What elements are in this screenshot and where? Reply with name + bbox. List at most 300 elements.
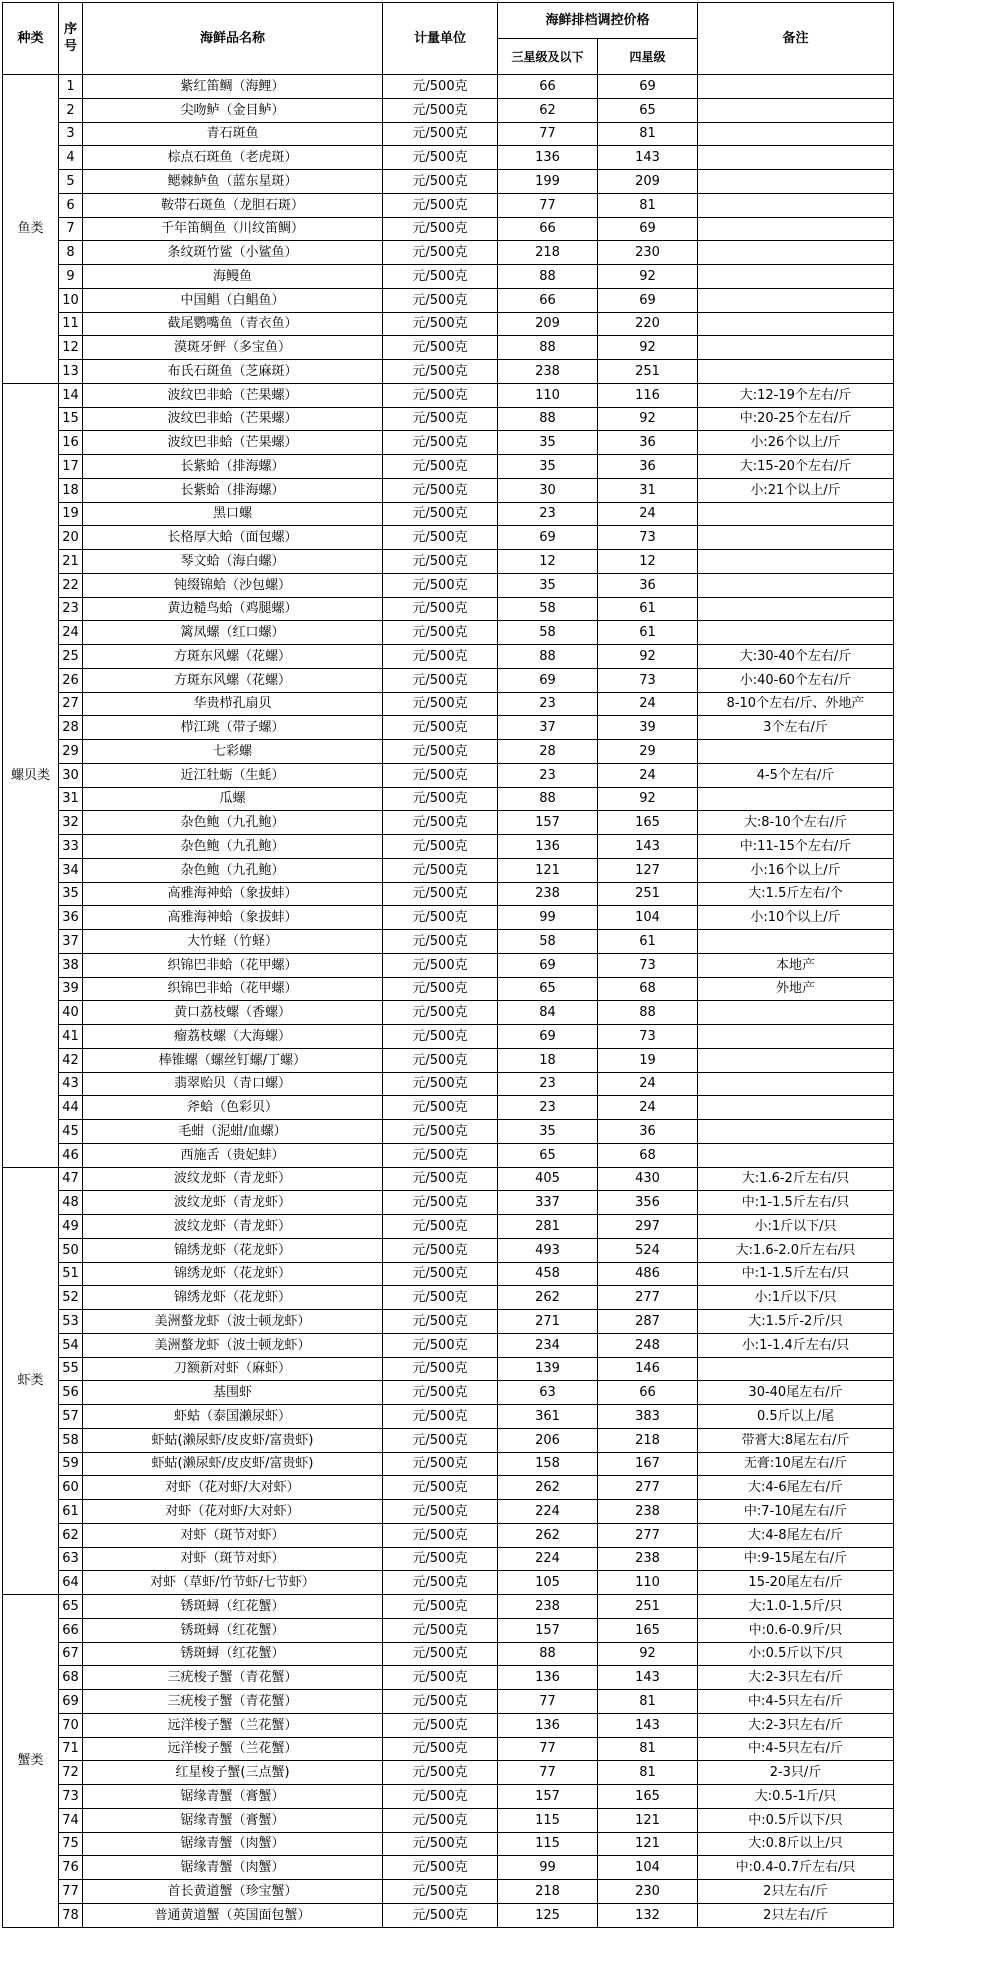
price-four-star-cell: 104 xyxy=(598,1856,698,1880)
category-cell: 螺贝类 xyxy=(3,383,59,1167)
table-row xyxy=(3,98,894,122)
price-three-star-cell: 77 xyxy=(498,1761,598,1785)
unit-cell: 元/500克 xyxy=(383,953,498,977)
note-cell: 中:0.5斤以下/只 xyxy=(698,1808,894,1832)
price-four-star-cell: 230 xyxy=(598,1880,698,1904)
price-three-star-cell: 35 xyxy=(498,1120,598,1144)
table-row xyxy=(3,645,894,669)
price-three-star-cell: 69 xyxy=(498,668,598,692)
name-cell: 鳃棘鲈鱼（蓝东星斑） xyxy=(83,170,383,194)
price-three-star-cell: 238 xyxy=(498,882,598,906)
note-cell: 2只左右/斤 xyxy=(698,1880,894,1904)
table-body xyxy=(3,75,894,1928)
name-cell: 斧蛤（色彩贝） xyxy=(83,1096,383,1120)
seq-cell: 11 xyxy=(59,312,83,336)
name-cell: 刀额新对虾（麻虾） xyxy=(83,1357,383,1381)
note-cell: 中:4-5只左右/斤 xyxy=(698,1737,894,1761)
table-row xyxy=(3,1666,894,1690)
note-cell xyxy=(698,1025,894,1049)
name-cell: 中国鲳（白鲳鱼） xyxy=(83,288,383,312)
price-three-star-cell: 234 xyxy=(498,1333,598,1357)
table-row xyxy=(3,1262,894,1286)
name-cell: 高雅海神蛤（象拔蚌） xyxy=(83,882,383,906)
table-row xyxy=(3,1286,894,1310)
unit-cell: 元/500克 xyxy=(383,1357,498,1381)
name-cell: 三疣梭子蟹（青花蟹） xyxy=(83,1666,383,1690)
table-row xyxy=(3,1143,894,1167)
price-four-star-cell: 104 xyxy=(598,906,698,930)
note-cell: 中:9-15尾左右/斤 xyxy=(698,1547,894,1571)
price-three-star-cell: 115 xyxy=(498,1832,598,1856)
price-four-star-cell: 69 xyxy=(598,288,698,312)
unit-cell: 元/500克 xyxy=(383,787,498,811)
table-row xyxy=(3,288,894,312)
unit-cell: 元/500克 xyxy=(383,1215,498,1239)
price-three-star-cell: 224 xyxy=(498,1547,598,1571)
seq-cell: 32 xyxy=(59,811,83,835)
table-row xyxy=(3,1310,894,1334)
unit-cell: 元/500克 xyxy=(383,1713,498,1737)
table-row xyxy=(3,1048,894,1072)
name-cell: 长紫蛤（排海螺） xyxy=(83,478,383,502)
unit-cell: 元/500克 xyxy=(383,882,498,906)
note-cell xyxy=(698,241,894,265)
price-four-star-cell: 209 xyxy=(598,170,698,194)
price-four-star-cell: 92 xyxy=(598,1642,698,1666)
seq-cell: 53 xyxy=(59,1310,83,1334)
price-three-star-cell: 262 xyxy=(498,1286,598,1310)
price-four-star-cell: 92 xyxy=(598,645,698,669)
table-row xyxy=(3,1405,894,1429)
unit-cell: 元/500克 xyxy=(383,122,498,146)
seq-cell: 30 xyxy=(59,763,83,787)
price-three-star-cell: 262 xyxy=(498,1523,598,1547)
seq-cell: 2 xyxy=(59,98,83,122)
unit-cell: 元/500克 xyxy=(383,1001,498,1025)
price-four-star-cell: 81 xyxy=(598,122,698,146)
price-four-star-cell: 68 xyxy=(598,1143,698,1167)
note-cell xyxy=(698,621,894,645)
seq-cell: 62 xyxy=(59,1523,83,1547)
table-row xyxy=(3,312,894,336)
price-three-star-cell: 493 xyxy=(498,1238,598,1262)
name-cell: 长紫蛤（排海螺） xyxy=(83,455,383,479)
table-row xyxy=(3,478,894,502)
name-cell: 锦绣龙虾（花龙虾） xyxy=(83,1262,383,1286)
unit-cell: 元/500克 xyxy=(383,1856,498,1880)
price-four-star-cell: 220 xyxy=(598,312,698,336)
name-cell: 黄边糙鸟蛤（鸡腿螺） xyxy=(83,597,383,621)
header-note: 备注 xyxy=(698,3,894,75)
price-four-star-cell: 92 xyxy=(598,265,698,289)
price-three-star-cell: 66 xyxy=(498,217,598,241)
unit-cell: 元/500克 xyxy=(383,478,498,502)
seq-cell: 39 xyxy=(59,977,83,1001)
note-cell: 外地产 xyxy=(698,977,894,1001)
table-row xyxy=(3,1428,894,1452)
name-cell: 杂色鲍（九孔鲍） xyxy=(83,858,383,882)
name-cell: 波纹巴非蛤（芒果螺） xyxy=(83,383,383,407)
unit-cell: 元/500克 xyxy=(383,265,498,289)
unit-cell: 元/500克 xyxy=(383,1618,498,1642)
price-three-star-cell: 23 xyxy=(498,763,598,787)
table-row xyxy=(3,241,894,265)
name-cell: 方斑东风螺（花螺） xyxy=(83,645,383,669)
price-four-star-cell: 277 xyxy=(598,1286,698,1310)
unit-cell: 元/500克 xyxy=(383,170,498,194)
unit-cell: 元/500克 xyxy=(383,1595,498,1619)
price-three-star-cell: 88 xyxy=(498,407,598,431)
table-row xyxy=(3,858,894,882)
unit-cell: 元/500克 xyxy=(383,1333,498,1357)
unit-cell: 元/500克 xyxy=(383,621,498,645)
table-row xyxy=(3,360,894,384)
name-cell: 锯缘青蟹（膏蟹） xyxy=(83,1785,383,1809)
name-cell: 波纹巴非蛤（芒果螺） xyxy=(83,407,383,431)
note-cell xyxy=(698,787,894,811)
price-three-star-cell: 88 xyxy=(498,265,598,289)
price-three-star-cell: 35 xyxy=(498,431,598,455)
category-cell: 蟹类 xyxy=(3,1595,59,1928)
name-cell: 对虾（斑节对虾） xyxy=(83,1523,383,1547)
seq-cell: 41 xyxy=(59,1025,83,1049)
table-row xyxy=(3,977,894,1001)
price-four-star-cell: 132 xyxy=(598,1903,698,1927)
seq-cell: 69 xyxy=(59,1690,83,1714)
seq-cell: 14 xyxy=(59,383,83,407)
unit-cell: 元/500克 xyxy=(383,1310,498,1334)
table-row xyxy=(3,1452,894,1476)
seq-cell: 52 xyxy=(59,1286,83,1310)
name-cell: 对虾（斑节对虾） xyxy=(83,1547,383,1571)
price-four-star-cell: 81 xyxy=(598,1690,698,1714)
name-cell: 首长黄道蟹（珍宝蟹） xyxy=(83,1880,383,1904)
table-row xyxy=(3,502,894,526)
seq-cell: 56 xyxy=(59,1381,83,1405)
note-cell xyxy=(698,1357,894,1381)
seq-cell: 29 xyxy=(59,740,83,764)
table-row xyxy=(3,1903,894,1927)
note-cell: 中:11-15个左右/斤 xyxy=(698,835,894,859)
seq-cell: 60 xyxy=(59,1476,83,1500)
note-cell: 大:2-3只左右/斤 xyxy=(698,1666,894,1690)
seq-cell: 49 xyxy=(59,1215,83,1239)
unit-cell: 元/500克 xyxy=(383,502,498,526)
header-seq: 序号 xyxy=(59,3,83,75)
name-cell: 远洋梭子蟹（兰花蟹） xyxy=(83,1737,383,1761)
seq-cell: 35 xyxy=(59,882,83,906)
note-cell: 大:1.0-1.5斤/只 xyxy=(698,1595,894,1619)
name-cell: 篱凤螺（红口螺） xyxy=(83,621,383,645)
table-row xyxy=(3,217,894,241)
table-row xyxy=(3,1761,894,1785)
price-three-star-cell: 58 xyxy=(498,597,598,621)
price-three-star-cell: 209 xyxy=(498,312,598,336)
name-cell: 紫红笛鲷（海鲤） xyxy=(83,75,383,99)
table-row xyxy=(3,122,894,146)
seq-cell: 13 xyxy=(59,360,83,384)
price-three-star-cell: 18 xyxy=(498,1048,598,1072)
name-cell: 黑口螺 xyxy=(83,502,383,526)
table-row xyxy=(3,265,894,289)
seq-cell: 40 xyxy=(59,1001,83,1025)
price-four-star-cell: 24 xyxy=(598,1072,698,1096)
unit-cell: 元/500克 xyxy=(383,1048,498,1072)
price-four-star-cell: 24 xyxy=(598,692,698,716)
table-row xyxy=(3,621,894,645)
price-three-star-cell: 271 xyxy=(498,1310,598,1334)
note-cell: 中:20-25个左右/斤 xyxy=(698,407,894,431)
seq-cell: 8 xyxy=(59,241,83,265)
seq-cell: 24 xyxy=(59,621,83,645)
price-three-star-cell: 63 xyxy=(498,1381,598,1405)
name-cell: 虾蛄（泰国濑尿虾） xyxy=(83,1405,383,1429)
unit-cell: 元/500克 xyxy=(383,1880,498,1904)
price-four-star-cell: 12 xyxy=(598,550,698,574)
seq-cell: 10 xyxy=(59,288,83,312)
price-four-star-cell: 61 xyxy=(598,597,698,621)
price-four-star-cell: 165 xyxy=(598,811,698,835)
name-cell: 锯缘青蟹（肉蟹） xyxy=(83,1856,383,1880)
note-cell xyxy=(698,98,894,122)
table-row xyxy=(3,811,894,835)
seq-cell: 50 xyxy=(59,1238,83,1262)
seq-cell: 4 xyxy=(59,146,83,170)
note-cell xyxy=(698,170,894,194)
price-three-star-cell: 69 xyxy=(498,1025,598,1049)
table-row xyxy=(3,1381,894,1405)
unit-cell: 元/500克 xyxy=(383,407,498,431)
seq-cell: 23 xyxy=(59,597,83,621)
unit-cell: 元/500克 xyxy=(383,930,498,954)
unit-cell: 元/500克 xyxy=(383,1500,498,1524)
table-row xyxy=(3,1238,894,1262)
price-three-star-cell: 23 xyxy=(498,1072,598,1096)
note-cell: 中:0.6-0.9斤/只 xyxy=(698,1618,894,1642)
table-row xyxy=(3,455,894,479)
note-cell: 带膏大:8尾左右/斤 xyxy=(698,1428,894,1452)
price-four-star-cell: 24 xyxy=(598,763,698,787)
unit-cell: 元/500克 xyxy=(383,692,498,716)
price-four-star-cell: 36 xyxy=(598,455,698,479)
note-cell: 中:7-10尾左右/斤 xyxy=(698,1500,894,1524)
unit-cell: 元/500克 xyxy=(383,75,498,99)
name-cell: 海鳗鱼 xyxy=(83,265,383,289)
seq-cell: 71 xyxy=(59,1737,83,1761)
seq-cell: 34 xyxy=(59,858,83,882)
unit-cell: 元/500克 xyxy=(383,858,498,882)
unit-cell: 元/500克 xyxy=(383,645,498,669)
price-three-star-cell: 58 xyxy=(498,930,598,954)
price-four-star-cell: 167 xyxy=(598,1452,698,1476)
note-cell xyxy=(698,336,894,360)
name-cell: 布氏石斑鱼（芝麻斑） xyxy=(83,360,383,384)
table-row xyxy=(3,1333,894,1357)
seq-cell: 68 xyxy=(59,1666,83,1690)
name-cell: 尖吻鲈（金目鲈） xyxy=(83,98,383,122)
table-row xyxy=(3,170,894,194)
price-three-star-cell: 224 xyxy=(498,1500,598,1524)
seq-cell: 63 xyxy=(59,1547,83,1571)
unit-cell: 元/500克 xyxy=(383,1761,498,1785)
seq-cell: 37 xyxy=(59,930,83,954)
price-three-star-cell: 218 xyxy=(498,1880,598,1904)
table-row xyxy=(3,835,894,859)
unit-cell: 元/500克 xyxy=(383,1428,498,1452)
seq-cell: 21 xyxy=(59,550,83,574)
price-three-star-cell: 88 xyxy=(498,645,598,669)
note-cell: 2-3只/斤 xyxy=(698,1761,894,1785)
note-cell xyxy=(698,217,894,241)
note-cell: 大:4-8尾左右/斤 xyxy=(698,1523,894,1547)
price-four-star-cell: 121 xyxy=(598,1808,698,1832)
price-four-star-cell: 524 xyxy=(598,1238,698,1262)
unit-cell: 元/500克 xyxy=(383,455,498,479)
note-cell: 大:0.8斤以上/只 xyxy=(698,1832,894,1856)
unit-cell: 元/500克 xyxy=(383,1690,498,1714)
category-cell: 虾类 xyxy=(3,1167,59,1595)
price-four-star-cell: 31 xyxy=(598,478,698,502)
table-row xyxy=(3,383,894,407)
header-four-star: 四星级 xyxy=(598,39,698,75)
note-cell xyxy=(698,502,894,526)
unit-cell: 元/500克 xyxy=(383,1903,498,1927)
price-four-star-cell: 277 xyxy=(598,1523,698,1547)
price-three-star-cell: 84 xyxy=(498,1001,598,1025)
seq-cell: 48 xyxy=(59,1191,83,1215)
seq-cell: 42 xyxy=(59,1048,83,1072)
name-cell: 虾蛄(濑尿虾/皮皮虾/富贵虾) xyxy=(83,1428,383,1452)
note-cell xyxy=(698,1048,894,1072)
note-cell xyxy=(698,597,894,621)
price-three-star-cell: 77 xyxy=(498,122,598,146)
note-cell xyxy=(698,1001,894,1025)
price-four-star-cell: 110 xyxy=(598,1571,698,1595)
note-cell xyxy=(698,122,894,146)
name-cell: 翡翠贻贝（青口螺） xyxy=(83,1072,383,1096)
price-four-star-cell: 143 xyxy=(598,1666,698,1690)
seq-cell: 59 xyxy=(59,1452,83,1476)
note-cell: 无膏:10尾左右/斤 xyxy=(698,1452,894,1476)
note-cell xyxy=(698,146,894,170)
unit-cell: 元/500克 xyxy=(383,1666,498,1690)
price-three-star-cell: 136 xyxy=(498,146,598,170)
unit-cell: 元/500克 xyxy=(383,1547,498,1571)
price-three-star-cell: 157 xyxy=(498,1785,598,1809)
price-four-star-cell: 121 xyxy=(598,1832,698,1856)
seq-cell: 19 xyxy=(59,502,83,526)
price-three-star-cell: 30 xyxy=(498,478,598,502)
note-cell: 小:21个以上/斤 xyxy=(698,478,894,502)
name-cell: 远洋梭子蟹（兰花蟹） xyxy=(83,1713,383,1737)
price-four-star-cell: 61 xyxy=(598,621,698,645)
price-three-star-cell: 218 xyxy=(498,241,598,265)
unit-cell: 元/500克 xyxy=(383,312,498,336)
price-three-star-cell: 206 xyxy=(498,1428,598,1452)
unit-cell: 元/500克 xyxy=(383,811,498,835)
name-cell: 七彩螺 xyxy=(83,740,383,764)
name-cell: 毛蚶（泥蚶/血螺） xyxy=(83,1120,383,1144)
table-row xyxy=(3,1357,894,1381)
table-row xyxy=(3,1713,894,1737)
price-four-star-cell: 36 xyxy=(598,573,698,597)
unit-cell: 元/500克 xyxy=(383,1143,498,1167)
note-cell xyxy=(698,740,894,764)
note-cell xyxy=(698,75,894,99)
table-row xyxy=(3,716,894,740)
table-row xyxy=(3,1571,894,1595)
unit-cell: 元/500克 xyxy=(383,573,498,597)
header-unit: 计量单位 xyxy=(383,3,498,75)
unit-cell: 元/500克 xyxy=(383,1381,498,1405)
name-cell: 钝缀锦蛤（沙包螺） xyxy=(83,573,383,597)
seq-cell: 44 xyxy=(59,1096,83,1120)
seq-cell: 15 xyxy=(59,407,83,431)
name-cell: 栉江珧（带子螺） xyxy=(83,716,383,740)
table-row xyxy=(3,1785,894,1809)
table-row xyxy=(3,953,894,977)
unit-cell: 元/500克 xyxy=(383,1405,498,1429)
price-four-star-cell: 73 xyxy=(598,668,698,692)
note-cell: 3个左右/斤 xyxy=(698,716,894,740)
table-row xyxy=(3,146,894,170)
table-row xyxy=(3,1690,894,1714)
price-four-star-cell: 356 xyxy=(598,1191,698,1215)
seq-cell: 9 xyxy=(59,265,83,289)
seq-cell: 25 xyxy=(59,645,83,669)
price-four-star-cell: 88 xyxy=(598,1001,698,1025)
seq-cell: 47 xyxy=(59,1167,83,1191)
seq-cell: 70 xyxy=(59,1713,83,1737)
note-cell xyxy=(698,1096,894,1120)
category-cell: 鱼类 xyxy=(3,75,59,384)
price-four-star-cell: 486 xyxy=(598,1262,698,1286)
price-three-star-cell: 77 xyxy=(498,1737,598,1761)
header-three-star: 三星级及以下 xyxy=(498,39,598,75)
table-row xyxy=(3,1856,894,1880)
unit-cell: 元/500克 xyxy=(383,431,498,455)
unit-cell: 元/500克 xyxy=(383,977,498,1001)
table-row xyxy=(3,1096,894,1120)
unit-cell: 元/500克 xyxy=(383,1025,498,1049)
price-three-star-cell: 281 xyxy=(498,1215,598,1239)
table-row xyxy=(3,1191,894,1215)
price-three-star-cell: 65 xyxy=(498,1143,598,1167)
price-three-star-cell: 110 xyxy=(498,383,598,407)
price-four-star-cell: 24 xyxy=(598,502,698,526)
unit-cell: 元/500克 xyxy=(383,1238,498,1262)
price-three-star-cell: 12 xyxy=(498,550,598,574)
seq-cell: 57 xyxy=(59,1405,83,1429)
price-four-star-cell: 68 xyxy=(598,977,698,1001)
seq-cell: 22 xyxy=(59,573,83,597)
note-cell: 小:1斤以下/只 xyxy=(698,1286,894,1310)
seq-cell: 1 xyxy=(59,75,83,99)
price-three-star-cell: 105 xyxy=(498,1571,598,1595)
price-three-star-cell: 35 xyxy=(498,455,598,479)
name-cell: 棒锥螺（螺丝钉螺/丁螺） xyxy=(83,1048,383,1072)
unit-cell: 元/500克 xyxy=(383,288,498,312)
price-three-star-cell: 158 xyxy=(498,1452,598,1476)
table-row xyxy=(3,1832,894,1856)
name-cell: 美洲螯龙虾（波士顿龙虾） xyxy=(83,1333,383,1357)
name-cell: 杂色鲍（九孔鲍） xyxy=(83,811,383,835)
unit-cell: 元/500克 xyxy=(383,1262,498,1286)
unit-cell: 元/500克 xyxy=(383,383,498,407)
price-three-star-cell: 99 xyxy=(498,1856,598,1880)
price-four-star-cell: 165 xyxy=(598,1785,698,1809)
name-cell: 美洲螯龙虾（波士顿龙虾） xyxy=(83,1310,383,1334)
